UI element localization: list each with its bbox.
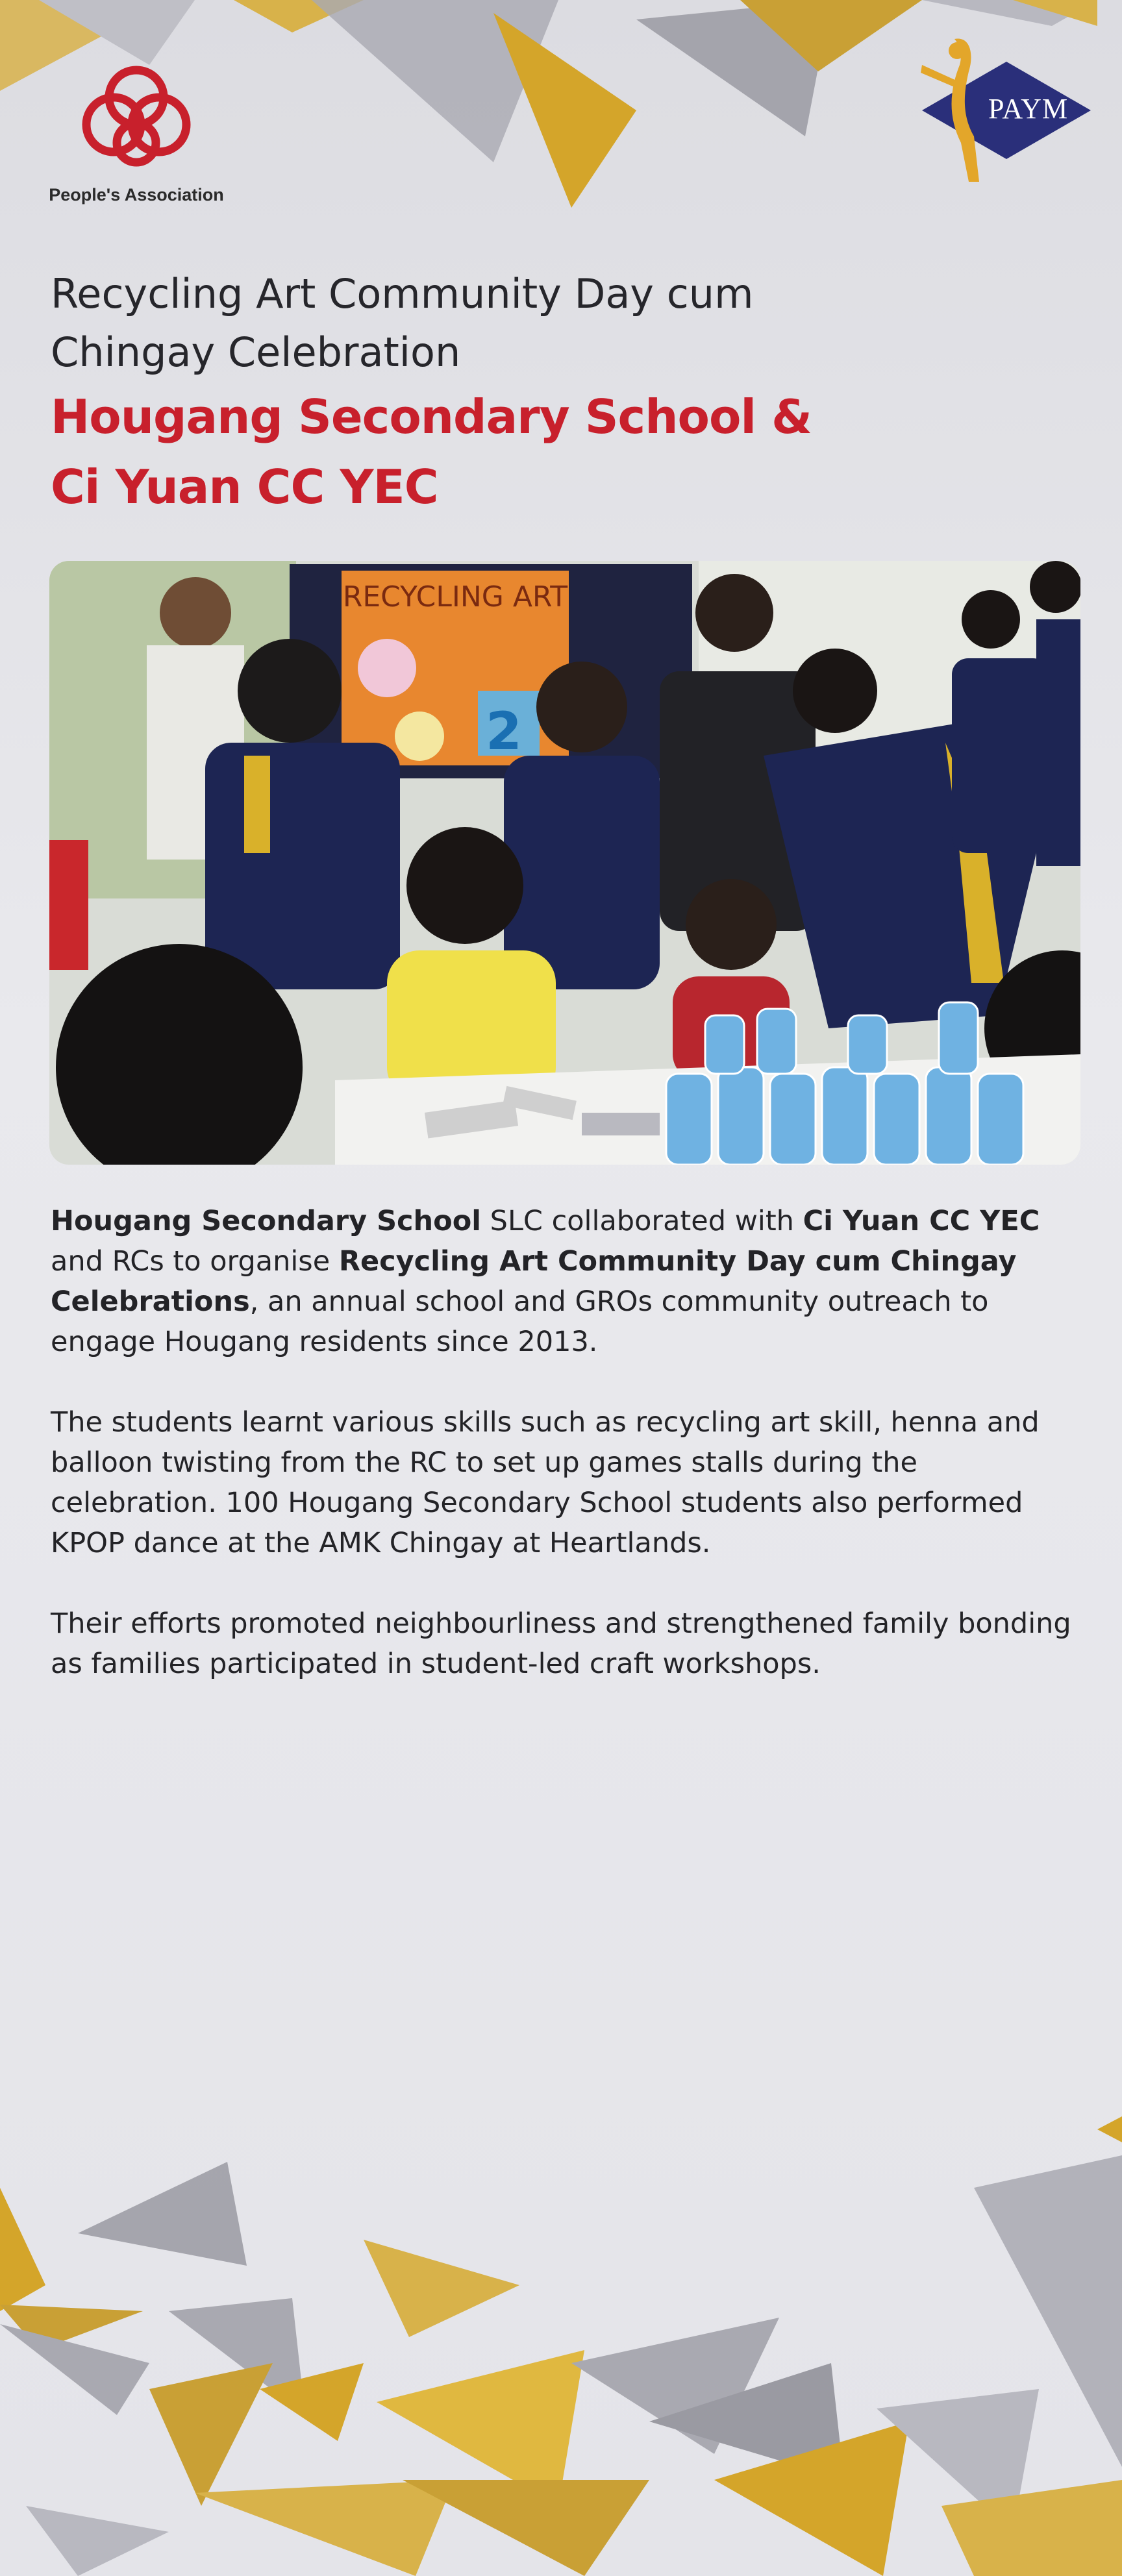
peoples-association-label: People's Association [49,185,224,204]
event-photo [49,561,1080,1165]
poster-number: 2 [486,701,522,762]
text-span: and RCs to organise [51,1245,339,1278]
paragraph-skills: The students learnt various skills such as recycling art skill, henna and balloon twisting from the RC to set up games stalls during the celebration. 100 Hougang Secondary School students also performed KPOP dance at the AMK Chingay at Heartlands. [51,1406,1040,1559]
page-title [51,265,1064,382]
subtitle-line-2: Ci Yuan CC YEC [51,460,438,514]
text-span: SLC collaborated with [480,1205,803,1237]
event-name: Recycling Art Community Day cum Chingay Celebrations [51,1245,1017,1318]
school-name: Hougang Secondary School [51,1205,481,1237]
subtitle-line-1: Hougang Secondary School & [51,390,812,444]
paragraph-intro [51,1201,1083,1362]
peoples-association-logo [45,52,227,221]
yec-name: Ci Yuan CC YEC [803,1205,1040,1237]
paym-logo [909,26,1091,195]
poster-text: RECYCLING ART [342,580,568,613]
paragraph-impact: Their efforts promoted neighbourliness and strengthened family bonding as families participated in student-led craft workshops. [51,1607,1071,1680]
article-body [51,1201,1083,1724]
title-line-2: Chingay Celebration [51,328,461,376]
page-subtitle [51,382,1064,522]
title-line-1: Recycling Art Community Day cum [51,270,754,317]
paym-label: PAYM [988,93,1069,125]
text-span: , an annual school and GROs community outreach to engage Hougang residents since 2013. [51,1285,989,1358]
bottom-decoration [0,2116,1122,2576]
